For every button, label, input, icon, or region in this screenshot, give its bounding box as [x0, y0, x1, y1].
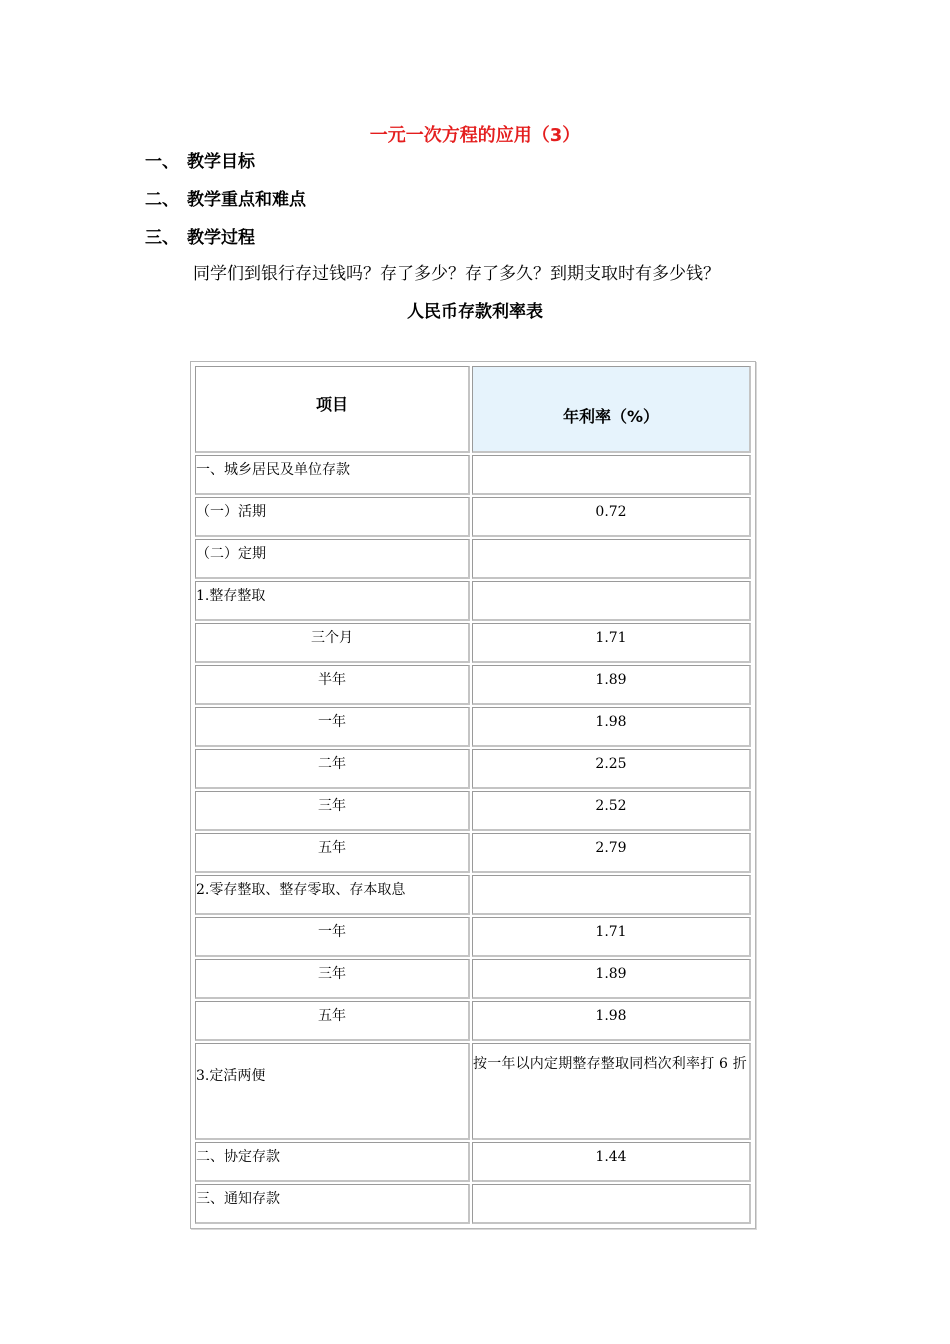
- row-item: 1.整存整取: [195, 581, 470, 621]
- table-header-row: [195, 366, 751, 453]
- section-heading-objectives: [145, 150, 255, 174]
- table-row: [195, 623, 751, 663]
- row-rate: 1.89: [472, 665, 751, 705]
- row-item: 一、城乡居民及单位存款: [195, 455, 470, 495]
- table-row: [195, 959, 751, 999]
- section-label: 教学过程: [187, 228, 255, 248]
- table-row: [195, 1043, 751, 1140]
- table-row: [195, 455, 751, 495]
- row-rate: 1.44: [472, 1142, 751, 1182]
- row-rate: 0.72: [472, 497, 751, 537]
- row-item: 二年: [195, 749, 470, 789]
- table-row: [195, 749, 751, 789]
- table-row: [195, 791, 751, 831]
- row-item: 五年: [195, 833, 470, 873]
- row-rate: 1.98: [472, 1001, 751, 1041]
- header-rate: 年利率（%）: [472, 366, 751, 453]
- row-rate: 2.25: [472, 749, 751, 789]
- row-rate: 1.71: [472, 623, 751, 663]
- table-row: [195, 1001, 751, 1041]
- row-item: 三年: [195, 959, 470, 999]
- rate-table-container: [190, 361, 756, 1229]
- row-item: 二、协定存款: [195, 1142, 470, 1182]
- row-item: 2.零存整取、整存零取、存本取息: [195, 875, 470, 915]
- section-number: 一、: [145, 152, 179, 172]
- table-title: 人民币存款利率表: [407, 302, 543, 322]
- row-rate: 1.89: [472, 959, 751, 999]
- section-number: 二、: [145, 190, 179, 210]
- deposit-rate-table: [193, 364, 753, 1226]
- row-rate: 2.79: [472, 833, 751, 873]
- section-label: 教学重点和难点: [187, 190, 306, 210]
- row-rate: 1.98: [472, 707, 751, 747]
- row-item: （二）定期: [195, 539, 470, 579]
- section-number: 三、: [145, 228, 179, 248]
- row-rate: [472, 455, 751, 495]
- table-row: [195, 917, 751, 957]
- row-item: 三个月: [195, 623, 470, 663]
- table-row: [195, 833, 751, 873]
- table-row: [195, 1142, 751, 1182]
- table-row: [195, 707, 751, 747]
- row-item: 三年: [195, 791, 470, 831]
- row-item: 3.定活两便: [195, 1043, 470, 1140]
- section-heading-key-points: [145, 188, 306, 212]
- row-item: 一年: [195, 707, 470, 747]
- section-heading-process: [145, 226, 255, 250]
- table-row: [195, 539, 751, 579]
- row-item: 一年: [195, 917, 470, 957]
- row-item: 三、通知存款: [195, 1184, 470, 1224]
- row-item: （一）活期: [195, 497, 470, 537]
- table-row: [195, 875, 751, 915]
- row-item: 五年: [195, 1001, 470, 1041]
- row-item: 半年: [195, 665, 470, 705]
- row-rate: [472, 1184, 751, 1224]
- table-row: [195, 581, 751, 621]
- table-row: [195, 665, 751, 705]
- row-rate: 1.71: [472, 917, 751, 957]
- table-row: [195, 497, 751, 537]
- intro-paragraph: 同学们到银行存过钱吗？存了多少？存了多久？到期支取时有多少钱？: [193, 264, 720, 284]
- row-rate: [472, 539, 751, 579]
- row-rate: 2.52: [472, 791, 751, 831]
- row-rate: [472, 875, 751, 915]
- table-row: [195, 1184, 751, 1224]
- row-rate: 按一年以内定期整存整取同档次利率打 6 折: [472, 1043, 751, 1140]
- document-title: 一元一次方程的应用（3）: [369, 125, 581, 146]
- row-rate: [472, 581, 751, 621]
- header-item: 项目: [195, 366, 470, 453]
- section-label: 教学目标: [187, 152, 255, 172]
